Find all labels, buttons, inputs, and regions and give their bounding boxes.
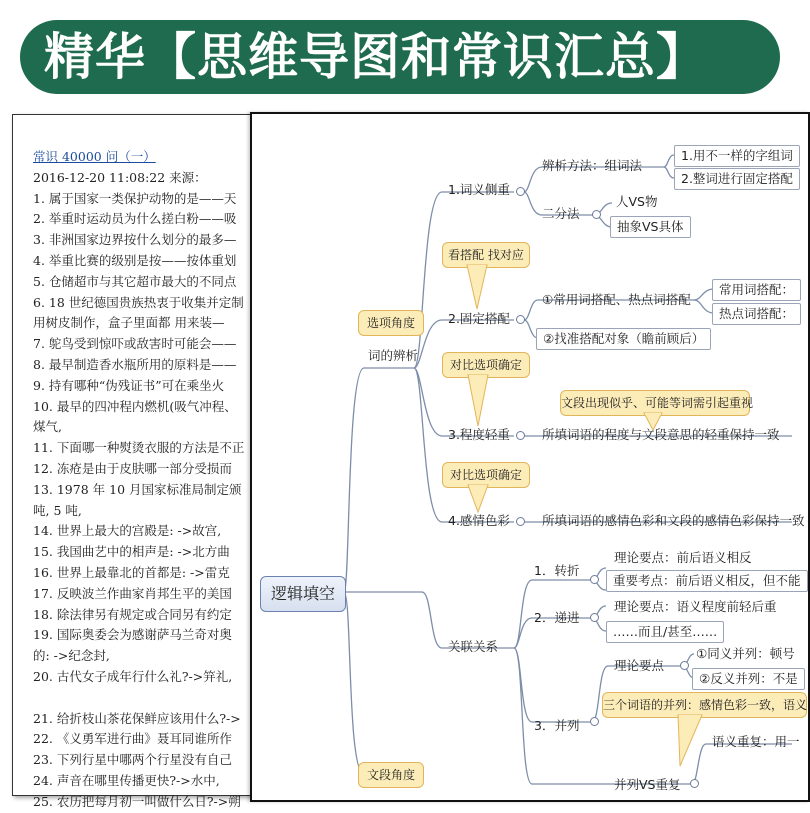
document-line: 19. 国际奥委会为感谢萨马兰奇对奥 xyxy=(33,627,232,643)
node-method[interactable]: 辨析方法：组词法 xyxy=(542,158,643,173)
document-line: 9. 持有哪种“伪残证书”可在乘坐火 xyxy=(33,377,225,393)
document-line: 8. 最早制造香水瓶所用的原料是—— xyxy=(33,356,237,372)
callout-compare-2: 对比选项确定 xyxy=(442,462,530,488)
node-branch1[interactable]: 1.词义侧重 xyxy=(448,182,510,197)
collapse-toggle-branch2[interactable] xyxy=(516,315,525,324)
node-word-analysis[interactable]: 词的辨析 xyxy=(368,348,419,363)
node-degree-rule[interactable]: 所填词语的程度与文段意思的轻重保持一致 xyxy=(542,427,780,442)
node-r1-a[interactable]: 理论要点：前后语义相反 xyxy=(614,550,752,565)
document-line: 3. 非洲国家边界按什么划分的最多— xyxy=(33,232,237,248)
collapse-toggle-branch4[interactable] xyxy=(516,517,525,526)
connector-branch4 xyxy=(414,368,514,522)
node-emotion-rule[interactable]: 所填词语的感情色彩和文段的感情色彩保持一致 xyxy=(542,513,805,528)
banner-title: 精华【思维导图和常识汇总】 xyxy=(44,28,707,86)
document-line: 4. 举重比赛的级别是按——按体重划 xyxy=(33,252,237,268)
node-r2-b[interactable]: ……而且/甚至…… xyxy=(606,621,724,643)
node-branch4[interactable]: 4.感情色彩 xyxy=(448,513,510,528)
connector-root-passage xyxy=(344,592,364,774)
document-line: 10. 最早的四冲程内燃机(吸气冲程、 xyxy=(33,398,237,414)
node-two-split[interactable]: 二分法 xyxy=(542,206,580,221)
document-line: 用树皮制作，盒子里面都 用来装— xyxy=(33,315,225,331)
connector-repeat xyxy=(692,744,792,784)
node-r3-a[interactable]: ①同义并列：顿号 xyxy=(696,646,795,661)
node-method-2[interactable]: 2.整词进行固定搭配 xyxy=(674,168,800,190)
callout-pointer xyxy=(468,485,488,513)
document-line: 煤气, xyxy=(33,419,62,435)
document-line: 22. 《义勇军进行曲》聂耳同谁所作 xyxy=(33,731,232,747)
node-match-2[interactable]: ②找准搭配对象（瞻前顾后） xyxy=(536,328,711,350)
node-r1-b[interactable]: 重要考点：前后语义相反，但不能 xyxy=(606,570,808,592)
mindmap-canvas xyxy=(2,2,808,802)
node-match-1a[interactable]: 常用词搭配： xyxy=(712,279,801,301)
collapse-toggle-r2[interactable] xyxy=(590,613,599,622)
document-line: 11. 下面哪一种熨烫衣服的方法是不正 xyxy=(33,440,245,456)
connector-r3 xyxy=(514,648,592,722)
mindmap-page xyxy=(250,112,810,802)
connector-method1 xyxy=(664,155,674,167)
collapse-toggle-two-split[interactable] xyxy=(592,210,601,219)
collapse-toggle-branch3[interactable] xyxy=(516,431,525,440)
callout-pointer xyxy=(678,715,702,767)
node-r2-a[interactable]: 理论要点：语义程度前轻后重 xyxy=(614,599,777,614)
document-line: 23. 下列行星中哪两个行星没有自己 xyxy=(33,752,232,768)
collapse-toggle-r3-vs[interactable] xyxy=(690,779,699,788)
document-line: 24. 声音在哪里传播更快?->水中, xyxy=(33,772,220,788)
collapse-toggle-r3[interactable] xyxy=(590,717,599,726)
document-line: 吨, 5 吨, xyxy=(33,502,82,518)
node-two-split-b[interactable]: 抽象VS具体 xyxy=(610,216,691,238)
node-r3-theory[interactable]: 理论要点 xyxy=(614,658,665,673)
connector-branch1 xyxy=(414,192,514,368)
callout-three-words: 三个词语的并列：感情色彩一致，语义 xyxy=(602,692,807,718)
document-line: 12. 冻疮是由于皮肤哪一部分受损而 xyxy=(33,460,232,476)
connector-branch3 xyxy=(414,368,514,436)
document-line: 2016-12-20 11:08:22 来源： xyxy=(33,169,207,185)
document-line: 20. 古代女子成年行什么礼?->笄礼, xyxy=(33,668,233,684)
callout-hint: 文段出现似乎、可能等词需引起重视 xyxy=(560,390,750,416)
node-branch3[interactable]: 3.程度轻重 xyxy=(448,427,510,442)
document-line: 1. 属于国家一类保护动物的是——天 xyxy=(33,190,237,206)
collapse-toggle-r1[interactable] xyxy=(590,575,599,584)
callout-passage-angle: 文段角度 xyxy=(358,762,424,788)
callout-pointer xyxy=(468,375,488,427)
document-line: 6. 18 世纪德国贵族热衷于收集并定制 xyxy=(33,294,244,310)
callout-pointer xyxy=(467,265,487,310)
document-line: 7. 鸵鸟受到惊吓或敌害时可能会—— xyxy=(33,336,237,352)
node-branch2[interactable]: 2.固定搭配 xyxy=(448,311,510,326)
node-method-1[interactable]: 1.用不一样的字组词 xyxy=(674,145,800,167)
node-r1[interactable]: 1．转折 xyxy=(534,563,580,578)
document-line: 5. 仓储超市与其它超市最大的不同点 xyxy=(33,273,237,289)
callout-compare: 对比选项确定 xyxy=(442,352,530,378)
node-r3-b[interactable]: ②反义并列：不是 xyxy=(692,668,805,690)
document-line: 2. 举重时运动员为什么搓白粉——吸 xyxy=(33,211,237,227)
collapse-toggle-theory[interactable] xyxy=(680,661,689,670)
document-line: 21. 给折枝山茶花保鲜应该用什么?-> xyxy=(33,710,241,726)
document-title: 常识 40000 问（一） xyxy=(33,149,156,164)
collapse-toggle-branch1[interactable] xyxy=(516,187,525,196)
node-r3-vs[interactable]: 并列VS重复 xyxy=(614,777,681,792)
connector-root-word xyxy=(344,368,364,592)
callout-option-angle: 选项角度 xyxy=(358,310,424,336)
document-line: 的: ->纪念封, xyxy=(33,648,110,664)
node-r3[interactable]: 3．并列 xyxy=(534,718,580,733)
document-line: 14. 世界上最大的宫殿是: ->故宫, xyxy=(33,523,222,539)
node-r2[interactable]: 2．递进 xyxy=(534,610,580,625)
node-match-1b[interactable]: 热点词搭配： xyxy=(712,303,801,325)
document-line: 13. 1978 年 10 月国家标准局制定颁 xyxy=(33,481,242,497)
node-r3-repeat[interactable]: 语义重复：用一 xyxy=(712,734,800,749)
document-line: 18. 除法律另有规定或合同另有约定 xyxy=(33,606,232,622)
callout-match: 看搭配 找对应 xyxy=(442,242,530,268)
document-line: 17. 反映波兰作曲家肖邦生平的美国 xyxy=(33,585,232,601)
mindmap-root-node[interactable]: 逻辑填空 xyxy=(260,576,346,612)
node-relation[interactable]: 关联关系 xyxy=(448,639,499,654)
connector-method2 xyxy=(664,167,674,178)
document-line: 16. 世界上最靠北的首都是: ->雷克 xyxy=(33,564,230,580)
document-line: 15. 我国曲艺中的相声是: ->北方曲 xyxy=(33,544,230,560)
node-match-1[interactable]: ①常用词搭配、热点词搭配 xyxy=(542,292,691,307)
node-two-split-a[interactable]: 人VS物 xyxy=(616,194,658,209)
document-line: 25. 农历把每月初一叫做什么日?->朔 xyxy=(33,793,241,809)
